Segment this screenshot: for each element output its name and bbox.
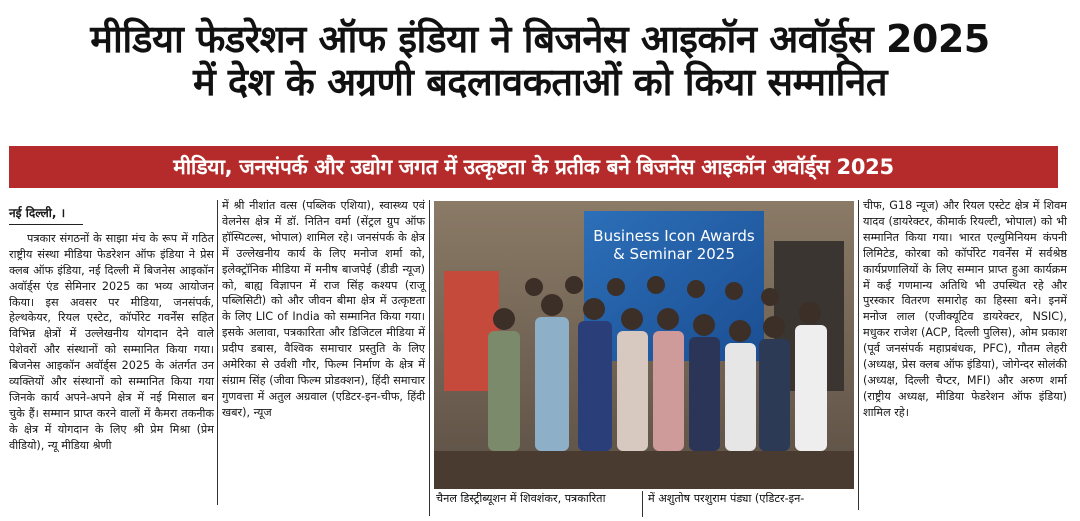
photo-banner-line-2: & Seminar 2025 <box>613 245 735 263</box>
subheadline-text: मीडिया, जनसंपर्क और उद्योग जगत में उत्कृष्टता के प्रतीक बने बिजनेस आइकॉन अवॉर्ड्स 2025 <box>173 155 894 179</box>
group-photo <box>434 201 854 489</box>
column-2-text: में श्री नीशांत वत्स (पब्लिक एशिया), स्वास्थ्य एवं वेलनेस क्षेत्र में डॉ. नितिन वर्मा (सेंट्रल ग्रुप ऑफ हॉस्पिटल्स, भोपाल) शामिल रहे। जनसंपर्क के क्षेत्र में उल्लेखनीय कार्य के लिए मनोज शर्मा को, इलेक्ट्रॉनिक मीडिया में मनीष बाजपेई (डीडी न्यूज) को, बाह्य विज्ञापन में राज सिंह कश्यप (राजू पब्लिसिटी) को और जीवन बीमा क्षेत्र में उत्कृष्टता के लिए LIC of India को सम्मानित किया गया। इसके अलावा, पत्रकारिता और डिजिटल मीडिया में प्रदीप डबास, वैश्विक समाचार प्रस्तुति के लिए अमेरिका से उर्वशी गौर, फिल्म निर्माण के क्षेत्र में संग्राम सिंह (जीवा फिल्म प्रोडक्शन), हिंदी समाचार गुणवत्ता में अतुल अग्रवाल (एडिटर-इन-चीफ, हिंदी खबर), न्यूज <box>222 199 425 419</box>
column-1-text: पत्रकार संगठनों के साझा मंच के रूप में गठित राष्ट्रीय संस्था मीडिया फेडरेशन ऑफ इंडिया ने प्रेस क्लब ऑफ इंडिया, नई दिल्ली में बिजनेस आइकॉन अवॉर्ड्स एंड सेमिनार 2025 का भव्य आयोजन किया। इस अवसर पर मीडिया, जनसंपर्क, हेल्थकेयर, रियल एस्टेट, कॉर्पोरेट गवर्नेंस सहित विभिन्न क्षेत्रों में उल्लेखनीय योगदान देने वाले पेशेवरों और संस्थानों को सम्मानित किया गया। बिजनेस आइकॉन अवॉर्ड्स 2025 के अंतर्गत उन व्यक्तियों और संस्थानों को सम्मानित किया गया जिनके कार्य अपने-अपने क्षेत्र में नई मिसाल बन चुके हैं। सम्मान प्राप्त करने वालों में कैमरा तकनीक के क्षेत्र में योगदान के लिए श्री प्रेम मिश्रा (प्रेम वीडियो), न्यू मीडिया श्रेणी <box>9 231 214 452</box>
photo-banner-line-1: Business Icon Awards <box>593 227 755 245</box>
article-column-2 <box>222 198 425 421</box>
article-column-4 <box>863 198 1067 421</box>
column-divider <box>217 200 218 505</box>
column-divider <box>429 200 430 516</box>
column-divider <box>642 491 643 517</box>
headline-line-1: मीडिया फेडरेशन ऑफ इंडिया ने बिजनेस आइकॉन अवॉर्ड्स 2025 <box>90 17 990 61</box>
column-divider <box>858 200 859 510</box>
photo-caption-left: चैनल डिस्ट्रीब्यूशन में शिवशंकर, पत्रकारिता <box>436 492 606 505</box>
headline <box>0 18 1080 103</box>
article-column-1 <box>9 206 214 454</box>
photo-caption-right: में अशुतोष परशुराम पंड्या (एडिटर-इन- <box>648 492 805 505</box>
subheadline-banner <box>9 146 1058 188</box>
column-4-text: चीफ, G18 न्यूज) और रियल एस्टेट क्षेत्र में शिवम यादव (डायरेक्टर, कीमार्क रियल्टी, भोपाल) को भी सम्मानित किया गया। भारत एल्युमिनियम कंपनी लिमिटेड, कोरबा को कॉर्पोरेट गवर्नेंस में सर्वश्रेष्ठ कार्यप्रणालियों के लिए सम्मान प्राप्त हुआ कार्यक्रम में कई गणमान्य अतिथि भी उपस्थित रहे और पुरस्कार वितरण समारोह का हिस्सा बने। इनमें मनोज लाल (एजीक्यूटिव डायरेक्टर, NSIC), मधुकर राजेश (ACP, दिल्ली पुलिस), ओम प्रकाश (पूर्व जनसंपर्क महाप्रबंधक, PFC), गौतम लेहरी (अध्यक्ष, प्रेस क्लब ऑफ इंडिया), जोगेन्दर सोलंकी (अध्यक्ष, दिल्ली चैप्टर, MFI) और अरुण शर्मा (राष्ट्रीय अध्यक्ष, मीडिया फेडरेशन ऑफ इंडिया) शामिल रहे। <box>863 199 1067 419</box>
headline-line-2: में देश के अग्रणी बदलावकताओं को किया सम्मानित <box>192 59 888 104</box>
dateline: नई दिल्ली, । <box>9 206 83 225</box>
